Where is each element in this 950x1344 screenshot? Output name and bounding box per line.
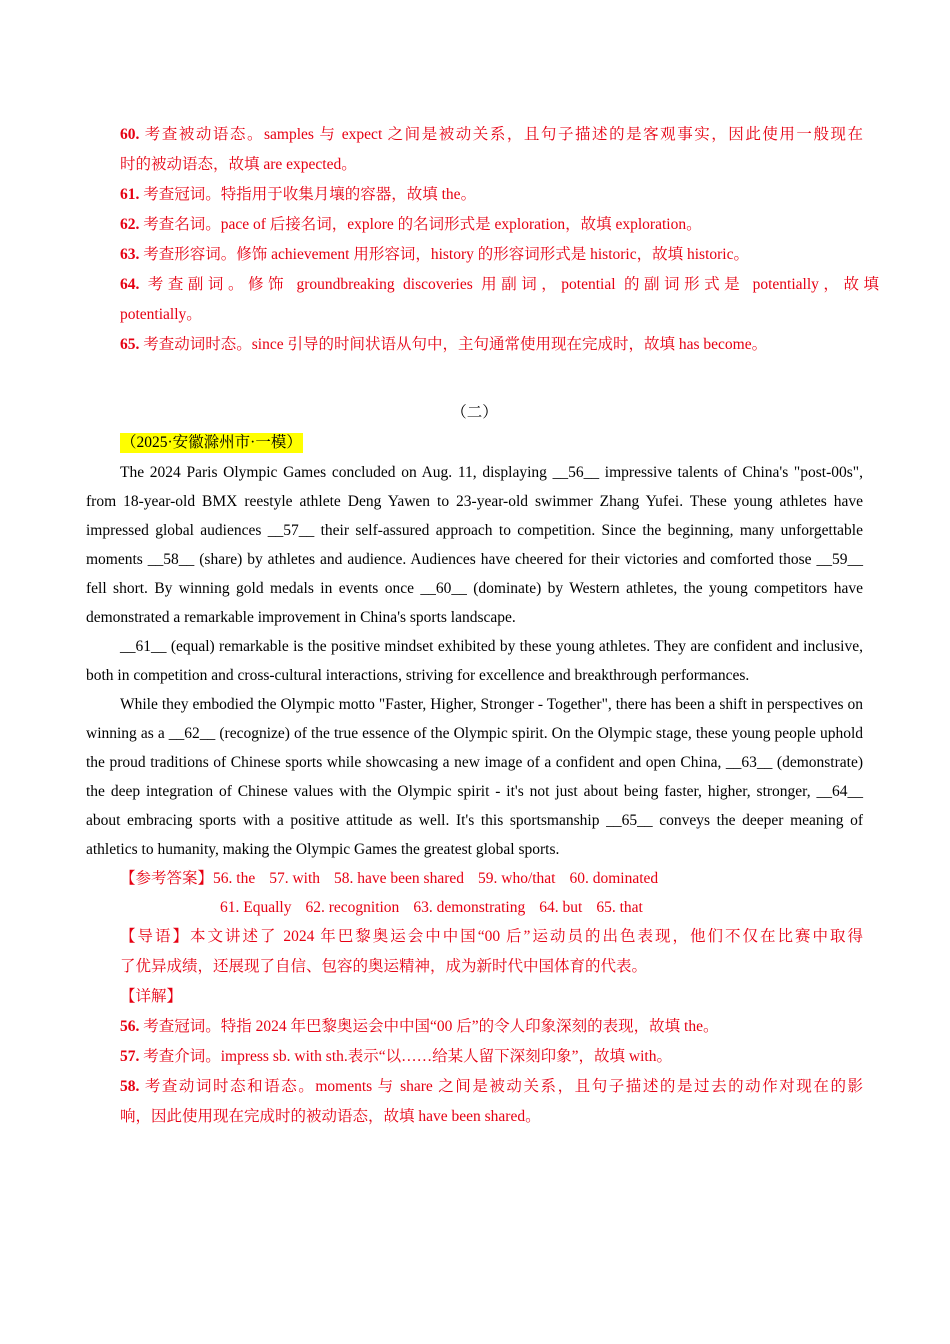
answer-58: 58. have been shared (334, 870, 464, 887)
answer-row-2 (86, 893, 863, 922)
guide-line-1: 【导语】本文讲述了 2024 年巴黎奥运会中中国“00 后”运动员的出色表现，他们不仅在比赛中取得 (120, 928, 863, 945)
source-row (86, 428, 863, 458)
passage-paragraph-2: __61__ (equal) remarkable is the positive mindset exhibited by these young athletes. They are confident and inclusive, both in competition and cross-cultural interactions, striving for excellence and breakthrough performances. (86, 638, 863, 684)
answer-57: 57. with (269, 870, 321, 887)
explanation-58-cont: 响，因此使用现在完成时的被动语态，故填 have been shared。 (120, 1108, 541, 1125)
answer-label: 【参考答案】 (120, 870, 214, 887)
answer-64: 64. but (539, 899, 583, 916)
explanation-61: 61. 考查冠词。特指用于收集月壤的容器，故填 the。 (120, 186, 477, 203)
answer-62: 62. recognition (305, 899, 400, 916)
explanation-60: 60. 考查被动语态。samples 与 expect 之间是被动关系，且句子描述的是客观事实，因此使用一般现在 (120, 126, 864, 143)
guide-line-2: 了优异成绩，还展现了自信、包容的奥运精神，成为新时代中国体育的代表。 (120, 958, 648, 975)
document-page (86, 120, 879, 1132)
explanation-64-cont: potentially。 (120, 306, 202, 323)
source-tag: （2025·安徽滁州市·一模） (121, 434, 302, 451)
answer-60: 60. dominated (569, 870, 659, 887)
explanation-56: 56. 考查冠词。特指 2024 年巴黎奥运会中中国“00 后”的令人印象深刻的表现，故填 the。 (120, 1018, 719, 1035)
answer-61: 61. Equally (220, 899, 292, 916)
explanation-65: 65. 考查动词时态。since 引导的时间状语从句中，主句通常使用现在完成时，故填 has become。 (120, 336, 768, 353)
answer-59: 59. who/that (478, 870, 556, 887)
passage-paragraph-3: While they embodied the Olympic motto "Faster, Higher, Stronger - Together", there has been a shift in perspectives on winning as a __62__ (recognize) of the true essence of the Olympic spirit. On the Olympic stage, these young people uphold the proud traditions of Chinese sports while showcasing a new image of a confident and open China, __63__ (demonstrate) the deep integration of Chinese values with the Olympic spirit - it's not just about being faster, higher, stronger, __64__ about embracing sports with a positive attitude as well. It's this sportsmanship __65__ conveys the deeper meaning of athletics to humanity, making the Olympic Games the greatest global sports. (86, 696, 863, 858)
explanation-57: 57. 考查介词。impress sb. with sth.表示“以……给某人留下深刻印象”，故填 with。 (120, 1048, 672, 1065)
explanation-62: 62. 考查名词。pace of 后接名词，explore 的名词形式是 exploration，故填 exploration。 (120, 216, 702, 233)
detail-label: 【详解】 (120, 988, 183, 1005)
answer-56: 56. the (213, 870, 256, 887)
answer-row-1 (86, 864, 863, 893)
section-title: （二） (451, 404, 498, 421)
explanation-58: 58. 考查动词时态和语态。moments 与 share 之间是被动关系，且句子描述的是过去的动作对现在的影 (120, 1078, 863, 1095)
passage-paragraph-1: The 2024 Paris Olympic Games concluded on Aug. 11, displaying __56__ impressive talents of China's "post-00s", from 18-year-old BMX reestyle athlete Deng Yawen to 23-year-old swimmer Zhang Yufei. These young athletes have impressed global audiences __57__ their self-assured approach to competition. Since the beginning, many unforgettable moments __58__ (share) by athletes and audience. Audiences have cheered for their victories and comforted those __59__ fell short. By winning gold medals in events once __60__ (dominate) by Western athletes, the young competitors have demonstrated a remarkable improvement in China's sports landscape. (86, 464, 863, 626)
explanation-63: 63. 考查形容词。修饰 achievement 用形容词，history 的形容词形式是 historic，故填 historic。 (120, 246, 749, 263)
answer-65: 65. that (596, 899, 643, 916)
explanation-60-cont: 时的被动语态，故填 are expected。 (120, 156, 357, 173)
guide-label: 【导语】 (120, 928, 191, 945)
answer-63: 63. demonstrating (413, 899, 526, 916)
answer-key (86, 864, 863, 922)
top-explanations (86, 120, 879, 360)
bottom-explanations (86, 1012, 863, 1132)
explanation-64: 64. 考查副词。修饰 groundbreaking discoveries 用副词，potential 的副词形式是 potentially，故填 (120, 276, 879, 293)
guide-section (86, 922, 863, 982)
passage (86, 458, 863, 864)
